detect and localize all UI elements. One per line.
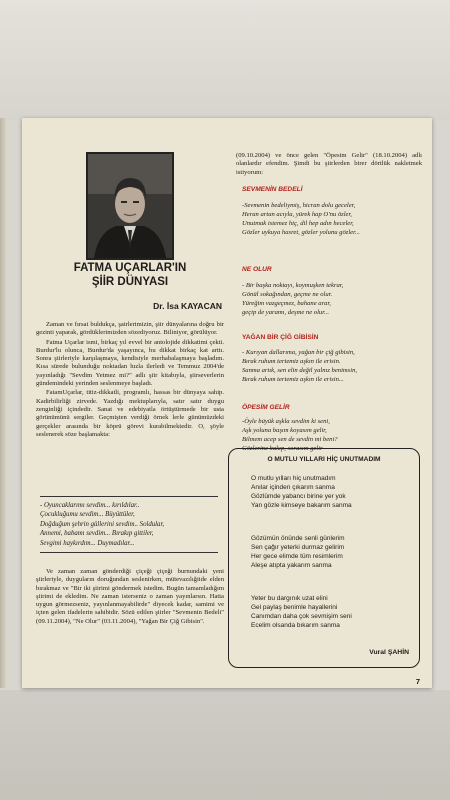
poem-line: -Sevmenin bedeliymiş, hicran dolu geceler, [242, 202, 356, 209]
poem-line: Aleşe atıpta yakarım sanma [251, 562, 332, 570]
body-paragraph: Ve zaman zaman gönderdiği çiçeği çiçeği burnundaki yeni şiirleriyle, duyguların doruğundan seslenirken, mütevazılığiide elden bırakmaz ve "Bir iki şiirimi göndermek istedim. Bugün tamamladığım şiirimi de ekledim. Ne zaman isterseniz o zaman yayınlarsın. Hatta uygun görmezseniz, yayınlanmayabilirde" diyecek kadar, samimi ve içten gelen ifadelerin sahibidir. Sözü edilen şiirler "Sevmenin Bedeli" (09.11.2004), "Ne Olur" (03.11.2004), "Yağan Bir Çiğ Gibisin". [36, 568, 224, 625]
article-body [36, 321, 224, 440]
poem-line: Ecelim olsanda bıkarım sanma [251, 622, 340, 630]
author-portrait-photo [86, 152, 174, 260]
poem-title: SEVMENİN BEDELİ [242, 186, 303, 193]
poem-line: -Öyle büyük aşkla sevdim ki seni, [242, 418, 330, 425]
table-background-bottom [0, 690, 450, 800]
poem-line: - Bir başka noktayı, koymuşken tekrar, [242, 282, 344, 289]
poem-line: Unutmak istemez hiç, dil hep adın heceler, [242, 219, 354, 227]
poem-line: Canımdan daha çok sevmişim seni [251, 613, 352, 621]
poem-line: Yan gözle kimseye bakarım sanma [251, 502, 352, 510]
poem-line: Yüreğim vazgeçmez, bahane arar, [242, 299, 331, 307]
poem-line: Her gece elimde tüm resimlerim [251, 553, 343, 561]
poem-line: Gönül sokağından, geçme ne olur. [242, 290, 333, 298]
framed-poem-author: Vural ŞAHİN [369, 649, 409, 656]
article-closing [36, 568, 224, 626]
poem-line: Aşk yoluna başım koyasım gelir, [242, 426, 327, 434]
article-title-line-1: FATMA UÇARLAR'IN [73, 262, 187, 274]
magazine-page [22, 118, 432, 688]
page-number: 7 [415, 677, 420, 686]
poem-line: Yeter bu dargınık uzat elini [251, 595, 328, 602]
portrait-image [88, 154, 172, 258]
poem-line: Bırak ruhum tertemiz aşkın ile erisin. [242, 357, 341, 365]
poem-title: ÖPESİM GELİR [242, 404, 290, 411]
framed-poem-stanza [251, 594, 401, 630]
quote-line: Sevgimi haykırdım... Duymadılar... [40, 539, 135, 547]
quote-line: Çocukluğumu sevdim... Büyüttüler, [40, 511, 135, 519]
poem-line: Gözlerine bakıp, sorasım gelir [242, 444, 323, 452]
right-column-intro: (09.10.2004) ve önce gelen "Öpesim Gelir" (18.10.2004) adlı olanlardır efendim. Şimdi bu şiirlerden birer dörtlük nakletmek istiyorum: [236, 152, 422, 176]
quote-block [40, 496, 218, 553]
poem-line: geçip de yaramı, deşme ne olur... [242, 308, 329, 316]
poem-line: Bilmem acep sen de sevdin mi beni? [242, 435, 338, 443]
poem-title: NE OLUR [242, 266, 272, 273]
framed-poem-stanza [251, 534, 401, 570]
poem-title: YAĞAN BİR ÇİĞ GİBİSİN [242, 334, 319, 341]
framed-poem-stanza [251, 474, 401, 510]
poem-line: Sen çağır yeterki durmaz gelirim [251, 544, 345, 552]
poem-line: Gözümün önünde senli günlerim [251, 535, 345, 542]
quote-line: - Oyuncaklarımı sevdim... kırıldılar.. [40, 502, 140, 509]
poem-line: Anılar içinden çıkarım sanma [251, 484, 335, 492]
quote-line: Annemi, babamı sevdim... Bırakıp gittiler, [40, 530, 154, 538]
poem-stanza [242, 282, 422, 318]
body-paragraph: FatamUçarlar, titiz-dikkatli, programlı, hassas bir dünyaya sahip. Kadirbilirliği zirvede. Yazdığı mektuplarıyla, satır satır duygu zenginliği içindedir. Sanat ve edebiyatla örtüştürmede bir usta görünümünü sergiler. Geçmişten verdiği örnek lerle günümüzdeki gerçekler arasında bir köprü görevi kurabilmektedir. O, şöyle seslenerek söze başlamakta: [36, 389, 224, 438]
poem-stanza [242, 202, 422, 238]
poem-line: Bırak ruhum tertemiz aşkın ile erisin... [242, 375, 344, 383]
poem-line: - Kurıyan dallarıma, yağan bir çiğ gibisin, [242, 349, 355, 356]
page-spine-shadow [0, 118, 6, 688]
article-title-line-2: ŞİİR DÜNYASI [91, 276, 169, 288]
poem-line: Gel paylaş benimle hayallerini [251, 604, 338, 612]
article-author: Dr. İsa KAYACAN [153, 301, 222, 311]
poem-stanza [242, 349, 422, 385]
article-title [36, 261, 224, 289]
poem-line: Gözler uykuya hasret, gözler yolunu gözler... [242, 228, 360, 236]
framed-poem-box [228, 448, 420, 668]
quote-line: Doğduğum şehrin güllerini sevdim.. Soldular, [40, 520, 165, 528]
framed-poem-title: O MUTLU YILLARI HİÇ UNUTMADIM [267, 456, 381, 463]
body-paragraph: Zaman ve fırsat buldukça, şairlerimizin, şiir dünyalarına doğru bir gezinti yaparak, gördüklerimizden sözediyoruz. Biliniyor, görülüyor. [36, 321, 224, 337]
poem-line: Heran artan acıyla, yürek hap O'nu özler, [242, 210, 352, 218]
poem-line: Sanma artık, sen elin değil yalnız benimsin, [242, 366, 358, 374]
body-paragraph: Fatma Uçarlar ismi, birkaç yıl evvel bir antolojide dikkatimi çekti. Burdur'lu olunca, Burdur'da yaşayınca, bu dikkat birkaç kat arttı. Sonra şiirleriyle karşılaşmaya, kendisiyle merhabalaşmaya başladım. Kısa sürede bulunduğu noktadan hızla ilerledi ve Temmuz 2004'de yayınladığı "Sevdim Yetmez mi?" adlı şiir kitabıyla, şiirseverlerin gündemindeki yerinden seslenmeye başladı. [36, 338, 224, 388]
poem-line: O mutlu yılları hiç unutmadım [251, 475, 336, 482]
poem-line: Gözlümde yabancı birine yer yok [251, 493, 346, 501]
table-background-top [0, 0, 450, 120]
